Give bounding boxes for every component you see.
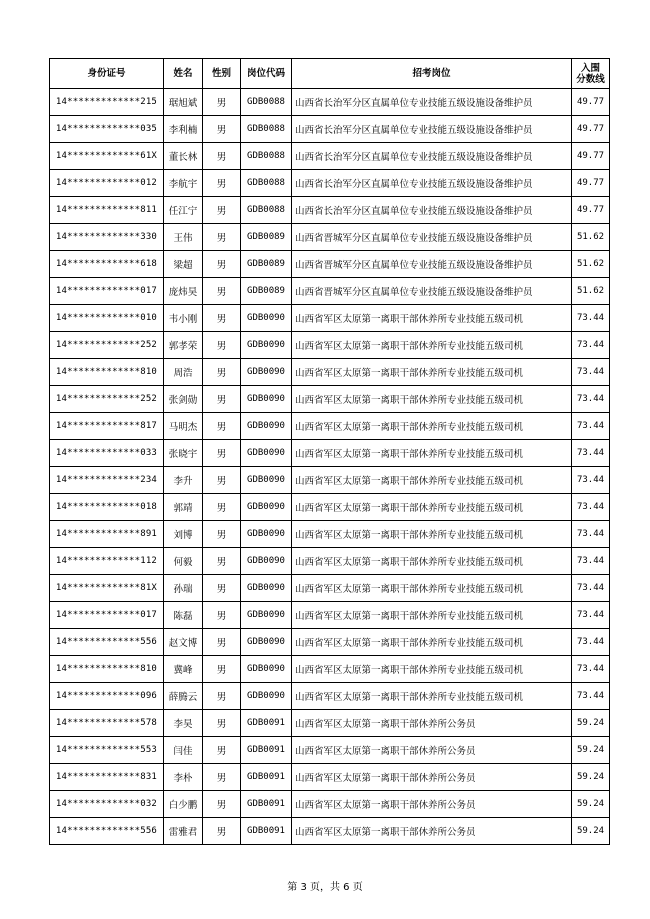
cell-position-title: 山西省军区太原第一离职干部休养所专业技能五级司机 [292,359,572,386]
cell-position-code: GDB0088 [241,197,292,224]
cell-position-code: GDB0091 [241,710,292,737]
cell-sex: 男 [203,332,241,359]
cell-sex: 男 [203,656,241,683]
cell-score: 73.44 [572,575,610,602]
cell-score: 51.62 [572,224,610,251]
table-row [50,548,610,575]
table-body [50,89,610,845]
cell-name: 郭孝荣 [164,332,203,359]
cell-name: 孙瑞 [164,575,203,602]
table-row [50,386,610,413]
cell-position-code: GDB0090 [241,332,292,359]
cell-id: 14*************810 [50,359,164,386]
cell-position-code: GDB0090 [241,683,292,710]
cell-position-title: 山西省军区太原第一离职干部休养所专业技能五级司机 [292,521,572,548]
cell-position-title: 山西省军区太原第一离职干部休养所专业技能五级司机 [292,440,572,467]
cell-position-code: GDB0089 [241,224,292,251]
cell-position-title: 山西省军区太原第一离职干部休养所专业技能五级司机 [292,575,572,602]
col-header-id: 身份证号 [50,59,164,89]
cell-score: 49.77 [572,143,610,170]
cell-position-code: GDB0090 [241,359,292,386]
cell-name: 张晓宇 [164,440,203,467]
cell-name: 韦小刚 [164,305,203,332]
cell-score: 73.44 [572,467,610,494]
cell-name: 周浩 [164,359,203,386]
cell-position-title: 山西省军区太原第一离职干部休养所专业技能五级司机 [292,467,572,494]
cell-sex: 男 [203,710,241,737]
cell-position-code: GDB0090 [241,521,292,548]
cell-id: 14*************112 [50,548,164,575]
cell-position-code: GDB0090 [241,413,292,440]
table-row [50,629,610,656]
col-header-sex: 性别 [203,59,241,89]
cell-position-code: GDB0089 [241,278,292,305]
cell-id: 14*************556 [50,629,164,656]
cell-sex: 男 [203,251,241,278]
cell-id: 14*************81X [50,575,164,602]
cell-score: 73.44 [572,656,610,683]
cell-score: 73.44 [572,413,610,440]
cell-position-title: 山西省晋城军分区直属单位专业技能五级设施设备维护员 [292,224,572,251]
cell-sex: 男 [203,737,241,764]
header-row [50,59,610,89]
cell-position-code: GDB0090 [241,494,292,521]
cell-position-title: 山西省晋城军分区直属单位专业技能五级设施设备维护员 [292,278,572,305]
cell-name: 李昊 [164,710,203,737]
cell-position-title: 山西省军区太原第一离职干部休养所专业技能五级司机 [292,305,572,332]
cell-position-code: GDB0091 [241,818,292,845]
cell-score: 73.44 [572,521,610,548]
cell-sex: 男 [203,278,241,305]
table-row [50,116,610,143]
cell-position-title: 山西省军区太原第一离职干部休养所专业技能五级司机 [292,548,572,575]
table-row [50,89,610,116]
cell-name: 马明杰 [164,413,203,440]
cell-sex: 男 [203,143,241,170]
cell-name: 张剑勋 [164,386,203,413]
table-row [50,467,610,494]
cell-name: 李朴 [164,764,203,791]
cell-position-code: GDB0090 [241,602,292,629]
table-row [50,656,610,683]
cell-position-title: 山西省长治军分区直属单位专业技能五级设施设备维护员 [292,89,572,116]
cell-score: 73.44 [572,494,610,521]
table-row [50,764,610,791]
cell-id: 14*************215 [50,89,164,116]
cell-sex: 男 [203,413,241,440]
cell-position-code: GDB0088 [241,89,292,116]
cell-position-code: GDB0090 [241,548,292,575]
cell-score: 73.44 [572,440,610,467]
cell-position-title: 山西省军区太原第一离职干部休养所专业技能五级司机 [292,494,572,521]
cell-id: 14*************096 [50,683,164,710]
cell-position-code: GDB0090 [241,440,292,467]
cell-name: 白少鹏 [164,791,203,818]
cell-score: 49.77 [572,170,610,197]
cell-score: 73.44 [572,305,610,332]
cell-position-title: 山西省军区太原第一离职干部休养所公务员 [292,710,572,737]
table-row [50,305,610,332]
cell-name: 董长林 [164,143,203,170]
cell-position-code: GDB0090 [241,305,292,332]
results-sheet [49,58,610,845]
cell-sex: 男 [203,602,241,629]
cell-id: 14*************553 [50,737,164,764]
cell-position-code: GDB0090 [241,467,292,494]
table-row [50,791,610,818]
cell-name: 梁超 [164,251,203,278]
cell-position-code: GDB0089 [241,251,292,278]
cell-sex: 男 [203,575,241,602]
cell-position-code: GDB0088 [241,143,292,170]
table-row [50,737,610,764]
cell-id: 14*************330 [50,224,164,251]
cell-name: 雷雅君 [164,818,203,845]
cell-id: 14*************810 [50,656,164,683]
table-row [50,332,610,359]
table-row [50,494,610,521]
cell-position-title: 山西省军区太原第一离职干部休养所专业技能五级司机 [292,332,572,359]
cell-score: 73.44 [572,683,610,710]
cell-position-code: GDB0088 [241,170,292,197]
cell-name: 闫佳 [164,737,203,764]
page-footer: 第 3 页，共 6 页 [287,882,363,893]
cell-id: 14*************618 [50,251,164,278]
cell-score: 59.24 [572,737,610,764]
cell-name: 何毅 [164,548,203,575]
cell-sex: 男 [203,116,241,143]
cell-sex: 男 [203,818,241,845]
cell-name: 李航宇 [164,170,203,197]
cell-name: 任江宁 [164,197,203,224]
cell-position-code: GDB0090 [241,386,292,413]
cell-score: 73.44 [572,386,610,413]
cell-score: 51.62 [572,251,610,278]
cell-id: 14*************234 [50,467,164,494]
cell-name: 赵文博 [164,629,203,656]
cell-sex: 男 [203,494,241,521]
cell-name: 李利楠 [164,116,203,143]
cell-position-title: 山西省军区太原第一离职干部休养所专业技能五级司机 [292,629,572,656]
cell-id: 14*************61X [50,143,164,170]
cell-score: 59.24 [572,710,610,737]
cell-name: 庞炜昊 [164,278,203,305]
table-row [50,251,610,278]
cell-name: 李升 [164,467,203,494]
cell-id: 14*************831 [50,764,164,791]
cell-position-code: GDB0091 [241,791,292,818]
cell-position-code: GDB0091 [241,737,292,764]
cell-id: 14*************891 [50,521,164,548]
cell-id: 14*************032 [50,791,164,818]
cell-sex: 男 [203,791,241,818]
cell-id: 14*************018 [50,494,164,521]
cell-position-title: 山西省军区太原第一离职干部休养所公务员 [292,818,572,845]
cell-sex: 男 [203,89,241,116]
table-row [50,710,610,737]
cell-sex: 男 [203,629,241,656]
cell-score: 73.44 [572,629,610,656]
cell-sex: 男 [203,224,241,251]
cell-position-title: 山西省长治军分区直属单位专业技能五级设施设备维护员 [292,197,572,224]
table-row [50,170,610,197]
cell-position-title: 山西省长治军分区直属单位专业技能五级设施设备维护员 [292,170,572,197]
cell-position-title: 山西省军区太原第一离职干部休养所专业技能五级司机 [292,413,572,440]
cell-id: 14*************252 [50,332,164,359]
table-row [50,575,610,602]
cell-position-title: 山西省长治军分区直属单位专业技能五级设施设备维护员 [292,143,572,170]
cell-name: 郭靖 [164,494,203,521]
cell-position-code: GDB0091 [241,764,292,791]
cell-score: 59.24 [572,764,610,791]
table-row [50,224,610,251]
cell-id: 14*************556 [50,818,164,845]
cell-id: 14*************033 [50,440,164,467]
col-header-name: 姓名 [164,59,203,89]
cell-score: 73.44 [572,602,610,629]
cell-position-title: 山西省军区太原第一离职干部休养所专业技能五级司机 [292,386,572,413]
table-row [50,521,610,548]
cell-position-title: 山西省军区太原第一离职干部休养所公务员 [292,764,572,791]
cell-id: 14*************017 [50,278,164,305]
cell-score: 73.44 [572,359,610,386]
cell-position-title: 山西省晋城军分区直属单位专业技能五级设施设备维护员 [292,251,572,278]
cell-sex: 男 [203,521,241,548]
cell-sex: 男 [203,548,241,575]
cell-position-title: 山西省长治军分区直属单位专业技能五级设施设备维护员 [292,116,572,143]
cell-sex: 男 [203,170,241,197]
cell-id: 14*************578 [50,710,164,737]
col-header-post: 招考岗位 [292,59,572,89]
cell-score: 49.77 [572,116,610,143]
cell-score: 49.77 [572,197,610,224]
cell-name: 琚旭斌 [164,89,203,116]
cell-sex: 男 [203,467,241,494]
cell-id: 14*************817 [50,413,164,440]
cell-position-code: GDB0090 [241,656,292,683]
cell-sex: 男 [203,305,241,332]
cell-score: 49.77 [572,89,610,116]
table-row [50,278,610,305]
cell-score: 51.62 [572,278,610,305]
cell-position-title: 山西省军区太原第一离职干部休养所公务员 [292,791,572,818]
col-header-score-line1: 入围 [580,62,600,74]
cell-score: 73.44 [572,332,610,359]
cell-score: 59.24 [572,791,610,818]
cell-id: 14*************252 [50,386,164,413]
cell-name: 薛腾云 [164,683,203,710]
cell-id: 14*************010 [50,305,164,332]
table-row [50,602,610,629]
table-row [50,440,610,467]
col-header-score-line2: 分数线 [576,73,605,85]
cell-name: 刘博 [164,521,203,548]
cell-name: 陈磊 [164,602,203,629]
table-row [50,413,610,440]
cell-id: 14*************012 [50,170,164,197]
cell-position-code: GDB0090 [241,629,292,656]
cell-id: 14*************017 [50,602,164,629]
cell-position-title: 山西省军区太原第一离职干部休养所公务员 [292,737,572,764]
col-header-code: 岗位代码 [241,59,292,89]
cell-id: 14*************811 [50,197,164,224]
cell-name: 冀峰 [164,656,203,683]
cell-position-code: GDB0088 [241,116,292,143]
cell-sex: 男 [203,440,241,467]
cell-score: 59.24 [572,818,610,845]
cell-position-title: 山西省军区太原第一离职干部休养所专业技能五级司机 [292,602,572,629]
col-header-score [572,59,610,89]
cell-sex: 男 [203,386,241,413]
table-row [50,143,610,170]
cell-position-title: 山西省军区太原第一离职干部休养所专业技能五级司机 [292,656,572,683]
cell-position-code: GDB0090 [241,575,292,602]
table-row [50,359,610,386]
cell-id: 14*************035 [50,116,164,143]
cell-sex: 男 [203,359,241,386]
table-row [50,197,610,224]
cell-position-title: 山西省军区太原第一离职干部休养所专业技能五级司机 [292,683,572,710]
cell-sex: 男 [203,764,241,791]
cell-sex: 男 [203,197,241,224]
cell-name: 王伟 [164,224,203,251]
table-row [50,818,610,845]
candidates-table [49,58,610,845]
table-row [50,683,610,710]
cell-sex: 男 [203,683,241,710]
cell-score: 73.44 [572,548,610,575]
